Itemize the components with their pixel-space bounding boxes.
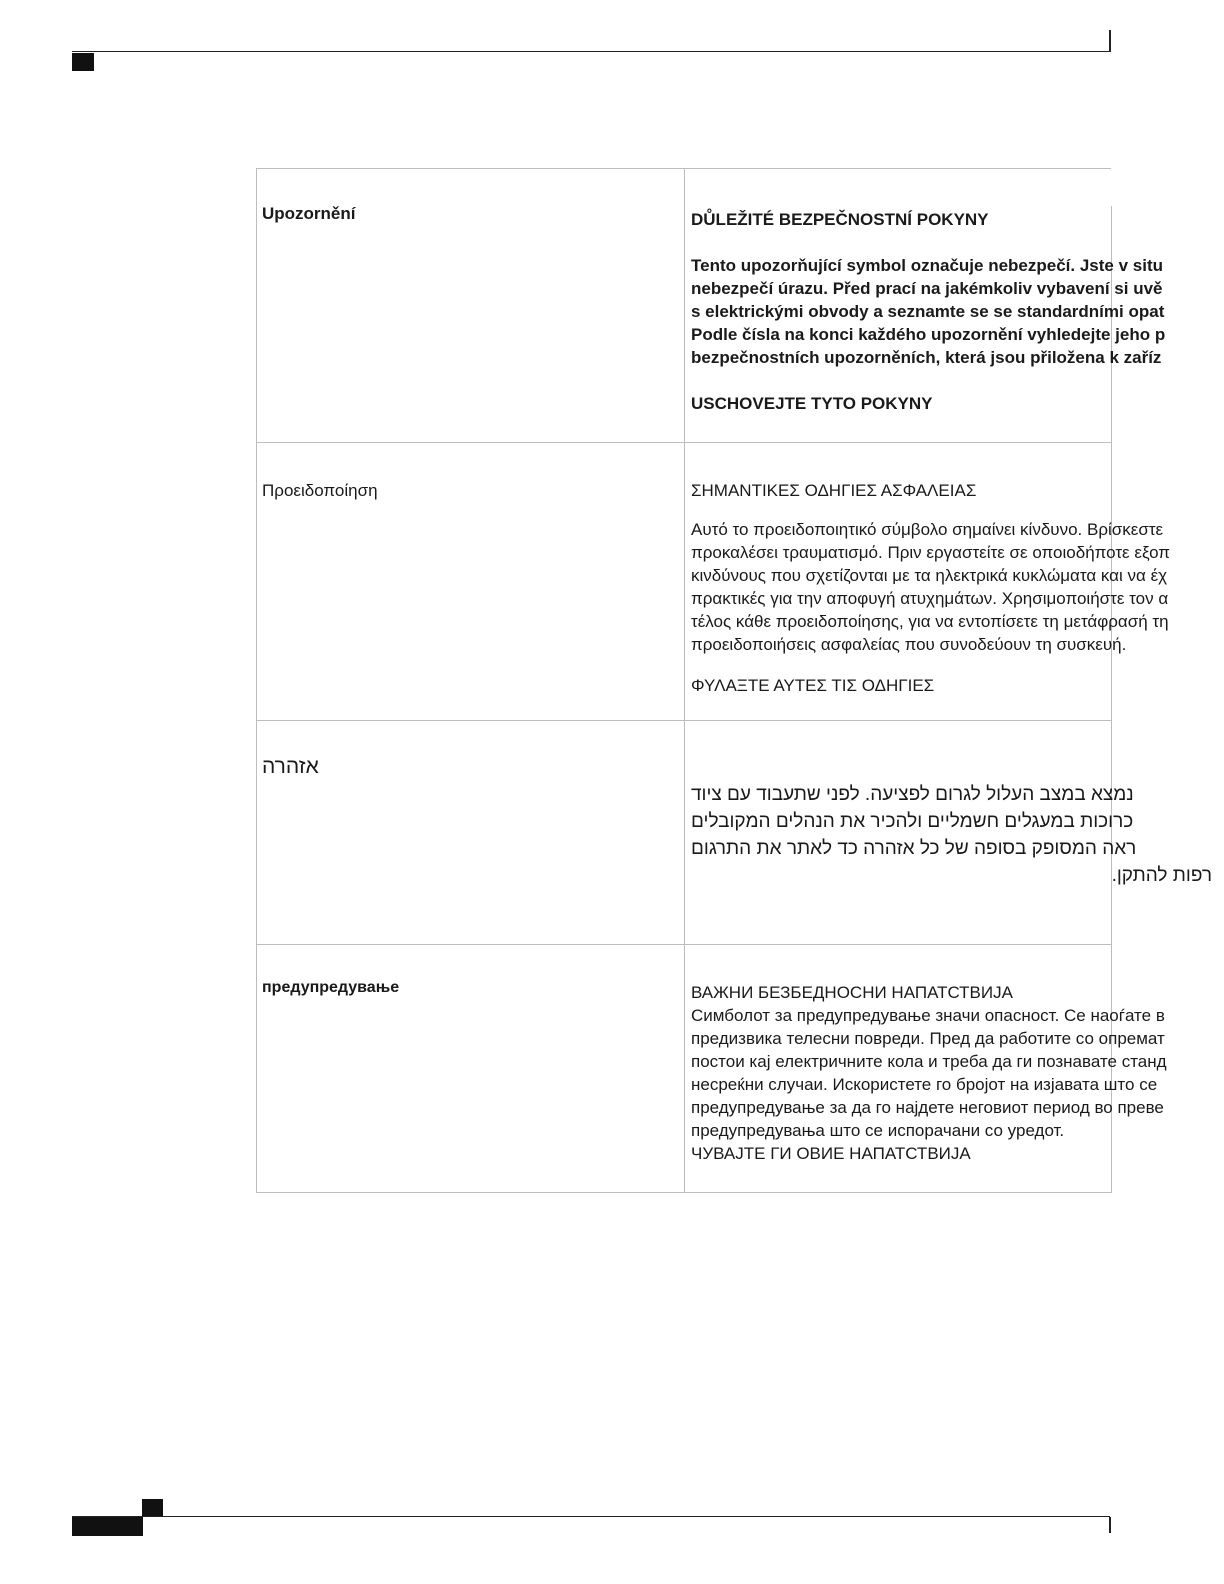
body-line: s elektrickými obvody a seznamte se se standardními opat xyxy=(691,302,1165,321)
body-line: προκαλέσει τραυματισμό. Πριν εργαστείτε σε οποιοδήποτε εξοπ xyxy=(691,543,1171,562)
body-line: bezpečnostních upozorněních, která jsou přiložena k zaříz xyxy=(691,348,1162,367)
body-line: τέλος κάθε προειδοποίησης, για να εντοπίσετε τη μετάφρασή τη xyxy=(691,612,1169,631)
body-line: κινδύνους που σχετίζονται με τα ηλεκτρικά κυκλώματα και να έχ xyxy=(691,566,1168,585)
row-content xyxy=(691,208,1212,415)
row-content xyxy=(691,479,1212,697)
row-content xyxy=(691,981,1212,1165)
body-line: предупредување за да го најдете неговиот период во преве xyxy=(691,1098,1164,1117)
body-line: ראה המסופק בסופה של כל אזהרה כד לאתר את התרגום xyxy=(691,838,1137,859)
body-line: несреќни случаи. Искористете го бројот на изјавата што се xyxy=(691,1075,1158,1094)
row-label: предупредување xyxy=(262,979,400,996)
header-corner-block xyxy=(72,53,94,71)
safety-heading: ВАЖНИ БЕЗБЕДНОСНИ НАПАТСТВИЈА xyxy=(691,983,1013,1002)
body-line: предупредувања што се испорачани со уредот. xyxy=(691,1121,1065,1140)
body-line: Tento upozorňující symbol označuje nebezpečí. Jste v situ xyxy=(691,256,1163,275)
save-instructions: USCHOVEJTE TYTO POKYNY xyxy=(691,394,933,413)
save-instructions: ЧУВАЈТЕ ГИ ОВИЕ НАПАТСТВИЈА xyxy=(691,1144,971,1163)
header-rule xyxy=(72,51,1110,52)
body-line: nebezpečí úrazu. Před prací na jakémkoliv vybavení si uvě xyxy=(691,279,1163,298)
table-row-macedonian xyxy=(256,945,1212,1193)
warnings-table xyxy=(256,168,1212,1193)
body-line: προειδοποιήσεις ασφαλείας που συνοδεύουν τη συσκευή. xyxy=(691,635,1127,654)
footer-corner-block-small xyxy=(142,1499,163,1516)
row-content xyxy=(691,781,1212,889)
body-line: כרוכות במעגלים חשמליים ולהכיר את הנהלים המקובלים xyxy=(691,811,1134,832)
body-line: Симболот за предупредување значи опасност. Се наоѓате в xyxy=(691,1006,1165,1025)
body-line: постои кај електричните кола и треба да ги познавате станд xyxy=(691,1052,1167,1071)
body-line: πρακτικές για την αποφυγή ατυχημάτων. Χρησιμοποιήστε τον α xyxy=(691,589,1169,608)
table-row-hebrew xyxy=(256,721,1212,945)
body-line: предизвика телесни повреди. Пред да работите со опремат xyxy=(691,1029,1165,1048)
footer-corner-block-large xyxy=(72,1517,143,1536)
body-line: Podle čísla na konci každého upozornění vyhledejte jeho p xyxy=(691,325,1166,344)
safety-heading: DŮLEŽITÉ BEZPEČNOSTNÍ POKYNY xyxy=(691,210,989,229)
row-label: אזהרה xyxy=(262,755,319,778)
header-tick-mark xyxy=(1109,30,1111,52)
safety-heading: ΣΗΜΑΝΤΙΚΕΣ ΟΔΗΓΙΕΣ ΑΣΦΑΛΕΙΑΣ xyxy=(691,481,977,500)
footer-rule xyxy=(72,1516,1110,1517)
row-label: Προειδοποίηση xyxy=(262,481,378,500)
table-row-czech xyxy=(256,168,1212,443)
body-line: נמצא במצב העלול לגרום לפציעה. לפני שתעבוד עם ציוד xyxy=(691,784,1134,805)
body-line: רפות להתקן. xyxy=(1111,865,1212,886)
row-label: Upozornění xyxy=(262,204,356,223)
table-row-greek xyxy=(256,443,1212,721)
body-line: Αυτό το προειδοποιητικό σύμβολο σημαίνει κίνδυνο. Βρίσκεστε xyxy=(691,520,1164,539)
save-instructions: ΦΥΛΑΞΤΕ ΑΥΤΕΣ ΤΙΣ ΟΔΗΓΙΕΣ xyxy=(691,676,935,695)
footer-tick-mark xyxy=(1109,1517,1111,1533)
